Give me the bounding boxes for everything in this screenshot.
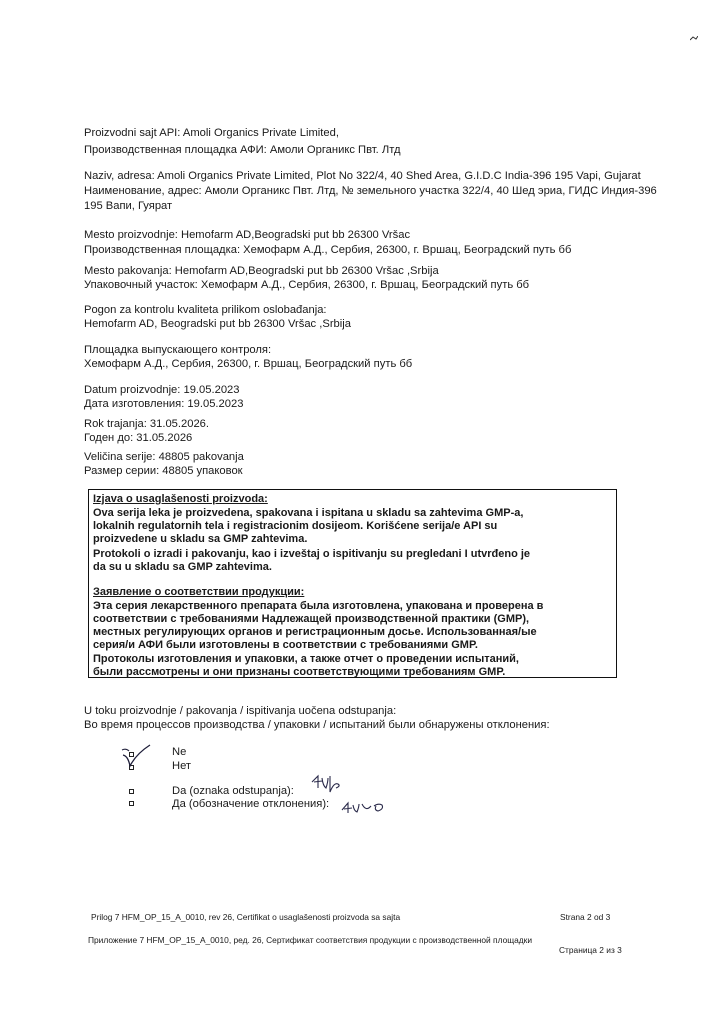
declaration-ru-line: серия/и АФИ были изготовлены в соответствии с требованиями GMP. — [93, 639, 478, 651]
declaration-ru-line: Протоколы изготовления и упаковки, а также отчет о проведении испытаний, — [93, 653, 519, 665]
address-sr: Naziv, adresa: Amoli Organics Private Limited, Plot No 322/4, 40 Shed Area, G.I.D.C India-396 195 Vapi, Gujarat — [84, 170, 641, 182]
footer-page-sr: Strana 2 od 3 — [560, 912, 611, 922]
qc-site-label: Pogon za kontrolu kvaliteta prilikom oslobađanja: — [84, 304, 327, 316]
address-ru-line2: 195 Вапи, Гуярат — [84, 200, 173, 212]
api-site-ru: Производственная площадка АФИ: Амоли Органикс Пвт. Лтд — [84, 144, 401, 156]
declaration-sr-line: proizvedene u skladu sa GMP zahtevima. — [93, 533, 308, 545]
declaration-sr-line: lokalnih regulatornih tela i registracionim dosijeom. Korišćene serija/e API su — [93, 520, 498, 532]
declaration-title-sr: Izjava o usaglašenosti proizvoda: — [93, 493, 268, 505]
yes-checkbox[interactable] — [129, 789, 134, 794]
yes-checkbox[interactable] — [129, 801, 134, 806]
packaging-site-ru: Упаковочный участок: Хемофарм А.Д., Сербия, 26300, г. Вршац, Београдский путь бб — [84, 279, 530, 291]
declaration-sr-line: Protokoli o izradi i pakovanju, kao i izveštaj o ispitivanju su pregledani I utvrđeno je — [93, 548, 531, 560]
declaration-sr-line: da su u skladu sa GMP zahtevima. — [93, 561, 272, 573]
api-site-sr: Proizvodni sajt API: Amoli Organics Private Limited, — [84, 127, 339, 139]
declaration-ru-line: соответствии с требованиями Надлежащей производственной практики (GMP), — [93, 613, 530, 625]
batch-size-sr: Veličina serije: 48805 pakovanja — [84, 451, 244, 463]
qc-site-value: Hemofarm AD, Beogradski put bb 26300 Vršac ,Srbija — [84, 318, 351, 330]
release-site-label: Площадка выпускающего контроля: — [84, 344, 272, 356]
option-no-sr: Ne — [172, 746, 187, 758]
expiry-date-sr: Rok trajanja: 31.05.2026. — [84, 418, 210, 430]
declaration-box — [88, 489, 617, 678]
declaration-ru-line: были рассмотрены и они признаны соответствующими требованиям GMP. — [93, 666, 506, 678]
production-date-ru: Дата изготовления: 19.05.2023 — [84, 398, 244, 410]
footer-ru: Приложение 7 HFM_OP_15_A_0010, ред. 26, Сертификат соответствия продукции с производственной площадки — [88, 935, 532, 945]
declaration-ru-line: местных регулирующих органов и регистрационным досье. Использованная/ые — [93, 626, 537, 638]
option-yes-ru: Да (обозначение отклонения): — [172, 798, 330, 810]
manufacturing-site-sr: Mesto proizvodnje: Hemofarm AD,Beogradski put bb 26300 Vršac — [84, 229, 411, 241]
packaging-site-sr: Mesto pakovanja: Hemofarm AD,Beogradski put bb 26300 Vršac ,Srbija — [84, 265, 439, 277]
batch-size-ru: Размер серии: 48805 упаковок — [84, 465, 243, 477]
handwritten-mark — [308, 772, 348, 794]
declaration-ru-line: Эта серия лекарственного препарата была изготовлена, упакована и проверена в — [93, 600, 544, 612]
deviations-question-ru: Во время процессов производства / упаковки / испытаний были обнаружены отклонения: — [84, 719, 550, 731]
handwritten-mark — [340, 796, 388, 818]
address-ru-line1: Наименование, адрес: Амоли Органикс Пвт. Лтд, № земельного участка 322/4, 40 Шед эриа, ГИДС Индия-396 — [84, 185, 657, 197]
deviations-question-sr: U toku proizvodnje / pakovanja / ispitivanja uočena odstupanja: — [84, 705, 397, 717]
production-date-sr: Datum proizvodnje: 19.05.2023 — [84, 384, 240, 396]
release-site-value: Хемофарм А.Д., Сербия, 26300, г. Вршац, Београдский путь бб — [84, 358, 413, 370]
footer-sr: Prilog 7 HFM_OP_15_A_0010, rev 26, Certifikat o usaglašenosti proizvoda sa sajta — [91, 912, 401, 922]
option-yes-sr: Da (oznaka odstupanja): — [172, 785, 294, 797]
checkmark-icon — [120, 742, 154, 772]
scan-mark — [690, 28, 698, 33]
expiry-date-ru: Годен до: 31.05.2026 — [84, 432, 193, 444]
manufacturing-site-ru: Производственная площадка: Хемофарм А.Д., Сербия, 26300, г. Вршац, Београдский путь бб — [84, 244, 572, 256]
footer-page-ru: Страница 2 из 3 — [559, 945, 622, 955]
declaration-sr-line: Ova serija leka je proizvedena, spakovana i ispitana u skladu sa zahtevima GMP-a, — [93, 507, 524, 519]
declaration-title-ru: Заявление о соответствии продукции: — [93, 586, 305, 598]
option-no-ru: Нет — [172, 760, 192, 772]
